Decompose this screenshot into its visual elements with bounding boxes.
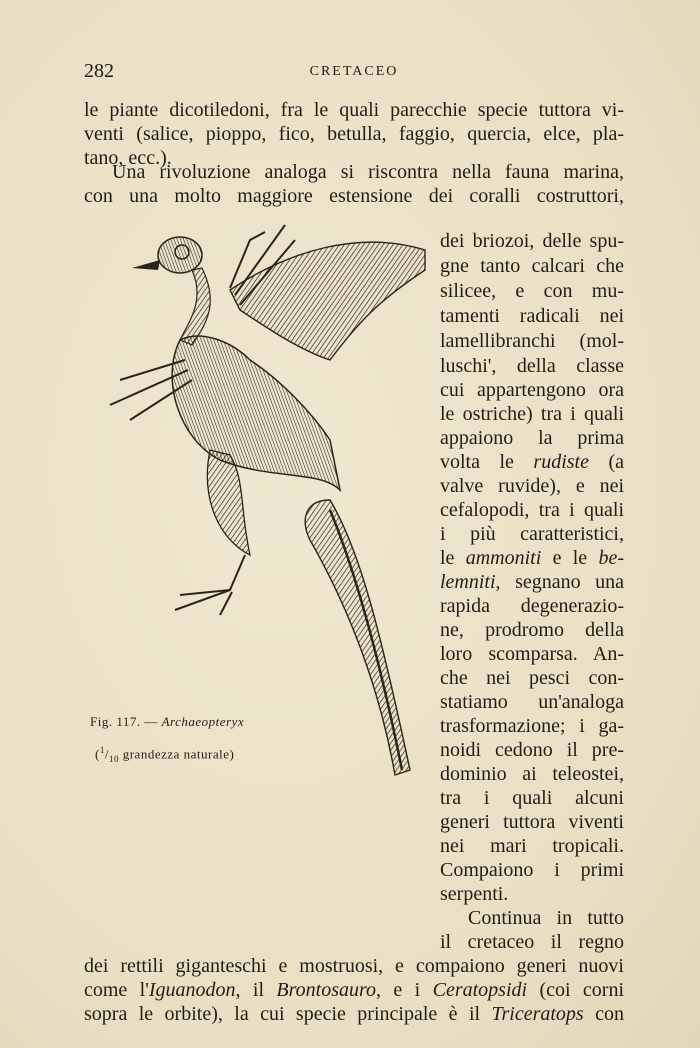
text-line: con una molto maggiore estensione dei coralli costruttori, [84, 185, 624, 207]
text-line: Continua in tutto [468, 907, 624, 929]
archaeopteryx-illustration [80, 210, 430, 785]
text-line: i più caratteristici, [440, 523, 624, 545]
figure-caption: Fig. 117. — Archaeopteryx [90, 714, 245, 729]
text-line: ne, prodromo della [440, 619, 624, 641]
text-line: Una rivoluzione analoga si riscontra nella fauna marina, [112, 161, 624, 183]
text-line: generi tuttora viventi [440, 811, 624, 833]
text-line: che nei pesci con- [440, 667, 624, 689]
text-line: trasformazione; i ga- [440, 715, 624, 737]
text-line: dominio ai teleostei, [440, 763, 624, 785]
text-line: appaiono la prima [440, 427, 624, 449]
text-line: tamenti radicali nei [440, 305, 624, 327]
text-line: gne tanto calcari che [440, 255, 624, 277]
text-line: lemniti, segnano una [440, 571, 624, 593]
page-number: 282 [84, 60, 114, 82]
text-line: cefalopodi, tra i quali [440, 499, 624, 521]
text-line: dei briozoi, delle spu- [440, 230, 624, 252]
running-head: CRETACEO [309, 64, 399, 79]
text-line: statiamo un'analoga [440, 691, 624, 713]
text-line: rapida degenerazio- [440, 595, 624, 617]
page-header [84, 60, 624, 90]
text-line: tano, ecc.). [84, 147, 172, 169]
text-line: Compaiono i primi [440, 859, 624, 881]
text-line: serpenti. [440, 883, 509, 905]
text-line: le piante dicotiledoni, fra le quali parecchie specie tuttora vi- [84, 99, 624, 121]
text-line: volta le rudiste (a [440, 451, 624, 473]
text-line: dei rettili giganteschi e mostruosi, e compaiono generi nuovi [84, 955, 624, 977]
text-line: le ostriche) tra i quali [440, 403, 624, 425]
text-line: silicee, e con mu- [440, 280, 624, 302]
text-line: come l'Iguanodon, il Brontosauro, e i Ceratopsidi (coi corni [84, 979, 624, 1001]
text-line: venti (salice, pioppo, fico, betulla, faggio, quercia, elce, pla- [84, 123, 624, 145]
text-line: le ammoniti e le be- [440, 547, 624, 569]
figure-scale: ($^1/_{10}$ grandezza naturale) [95, 745, 235, 764]
text-line: luschi', della classe [440, 355, 624, 377]
text-line: loro scomparsa. An- [440, 643, 624, 665]
text-line: valve ruvide), e nei [440, 475, 624, 497]
text-line: lamellibranchi (mol- [440, 330, 624, 352]
text-line: cui appartengono ora [440, 379, 624, 401]
text-line: sopra le orbite), la cui specie principale è il Triceratops con [84, 1003, 624, 1025]
text-line: nei mari tropicali. [440, 835, 624, 857]
text-line: il cretaceo il regno [440, 931, 624, 953]
text-line: tra i quali alcuni [440, 787, 624, 809]
text-line: noidi cedono il pre- [440, 739, 624, 761]
